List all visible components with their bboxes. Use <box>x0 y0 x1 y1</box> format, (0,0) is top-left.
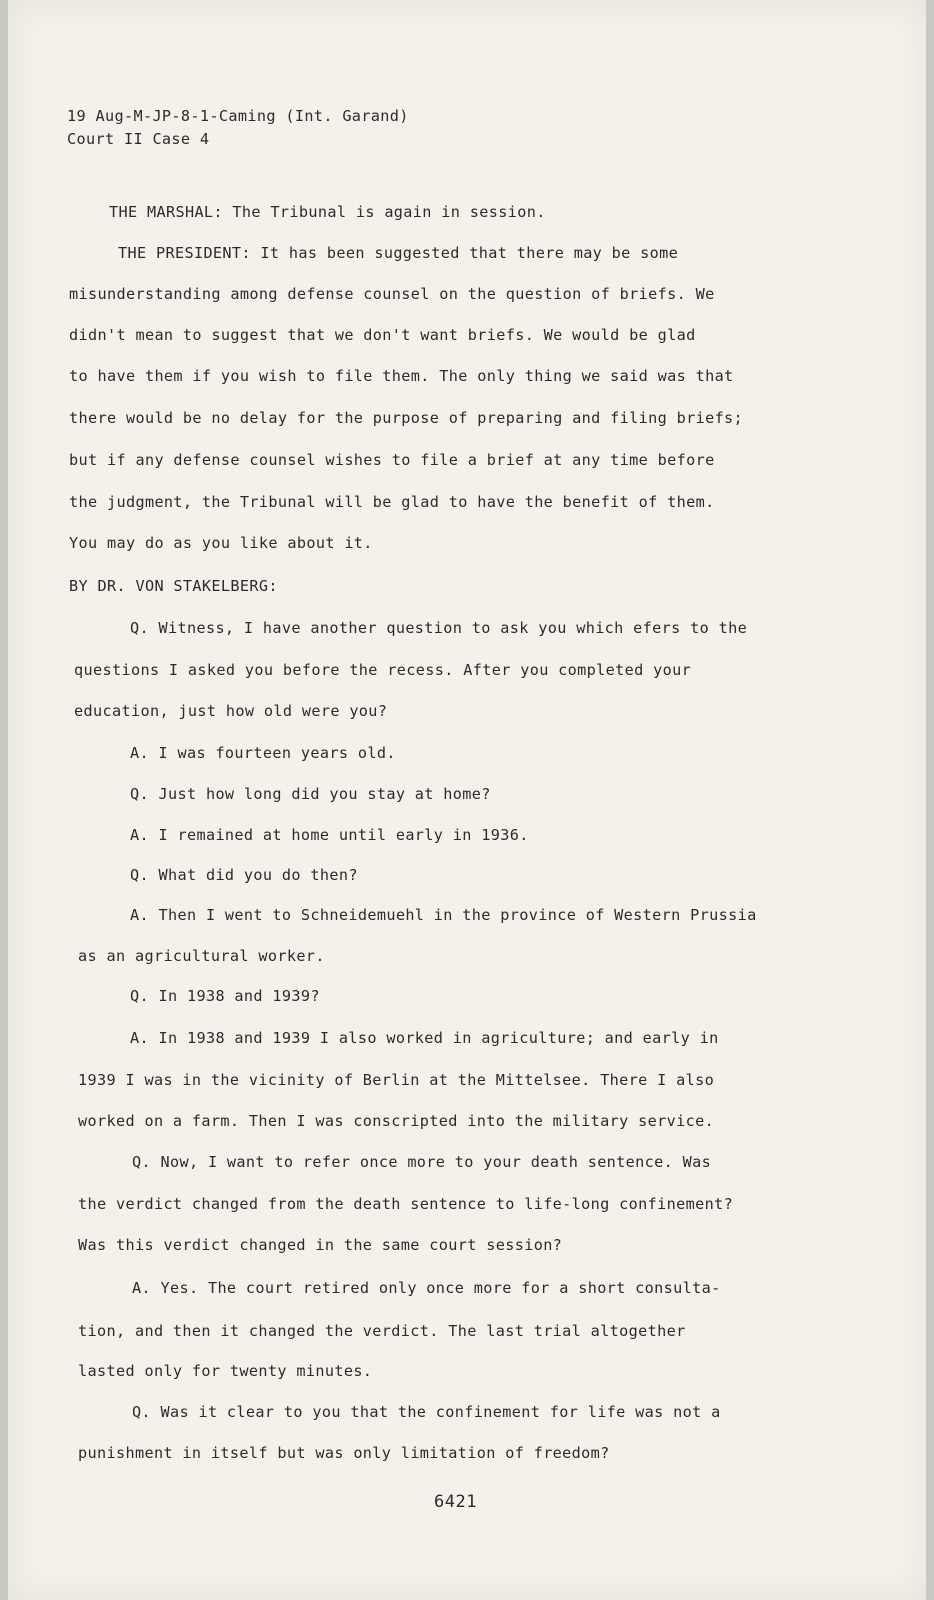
transcript-line: A. I was fourteen years old. <box>130 744 396 762</box>
transcript-line: the judgment, the Tribunal will be glad to have the benefit of them. <box>69 493 715 511</box>
transcript-line: Q. In 1938 and 1939? <box>130 987 320 1005</box>
transcript-line: but if any defense counsel wishes to file a brief at any time before <box>69 451 715 469</box>
page-number: 6421 <box>434 1492 477 1512</box>
transcript-line: questions I asked you before the recess. After you completed your <box>74 661 692 679</box>
transcript-line: A. In 1938 and 1939 I also worked in agriculture; and early in <box>130 1029 719 1047</box>
examiner-heading: BY DR. VON STAKELBERG: <box>69 577 278 595</box>
transcript-line: THE PRESIDENT: It has been suggested that there may be some <box>118 244 679 262</box>
transcript-line: there would be no delay for the purpose of preparing and filing briefs; <box>69 409 744 427</box>
transcript-line: Q. Witness, I have another question to ask you which efers to the <box>130 619 748 637</box>
transcript-line: didn't mean to suggest that we don't want briefs. We would be glad <box>69 326 696 344</box>
transcript-line: Q. Was it clear to you that the confinement for life was not a <box>132 1403 721 1421</box>
transcript-line: misunderstanding among defense counsel on the question of briefs. We <box>69 285 715 303</box>
transcript-line: to have them if you wish to file them. The only thing we said was that <box>69 367 734 385</box>
transcript-line: lasted only for twenty minutes. <box>78 1362 373 1380</box>
document-page <box>8 0 926 1600</box>
header-line-1: 19 Aug-M-JP-8-1-Caming (Int. Garand) <box>67 107 409 125</box>
transcript-line: punishment in itself but was only limitation of freedom? <box>78 1444 610 1462</box>
transcript-line: worked on a farm. Then I was conscripted into the military service. <box>78 1112 715 1130</box>
transcript-line: 1939 I was in the vicinity of Berlin at the Mittelsee. There I also <box>78 1071 715 1089</box>
transcript-line: THE MARSHAL: The Tribunal is again in session. <box>109 203 546 221</box>
transcript-line: A. Yes. The court retired only once more for a short consulta- <box>132 1279 721 1297</box>
transcript-line: as an agricultural worker. <box>78 947 325 965</box>
header-line-2: Court II Case 4 <box>67 130 210 148</box>
transcript-line: education, just how old were you? <box>74 702 388 720</box>
transcript-line: tion, and then it changed the verdict. The last trial altogether <box>78 1322 686 1340</box>
transcript-line: Q. Now, I want to refer once more to your death sentence. Was <box>132 1153 712 1171</box>
transcript-line: You may do as you like about it. <box>69 534 373 552</box>
transcript-line: Was this verdict changed in the same court session? <box>78 1236 563 1254</box>
transcript-line: Q. Just how long did you stay at home? <box>130 785 491 803</box>
transcript-line: A. Then I went to Schneidemuehl in the province of Western Prussia <box>130 906 757 924</box>
transcript-line: the verdict changed from the death sentence to life-long confinement? <box>78 1195 734 1213</box>
transcript-line: Q. What did you do then? <box>130 866 358 884</box>
transcript-line: A. I remained at home until early in 1936. <box>130 826 529 844</box>
